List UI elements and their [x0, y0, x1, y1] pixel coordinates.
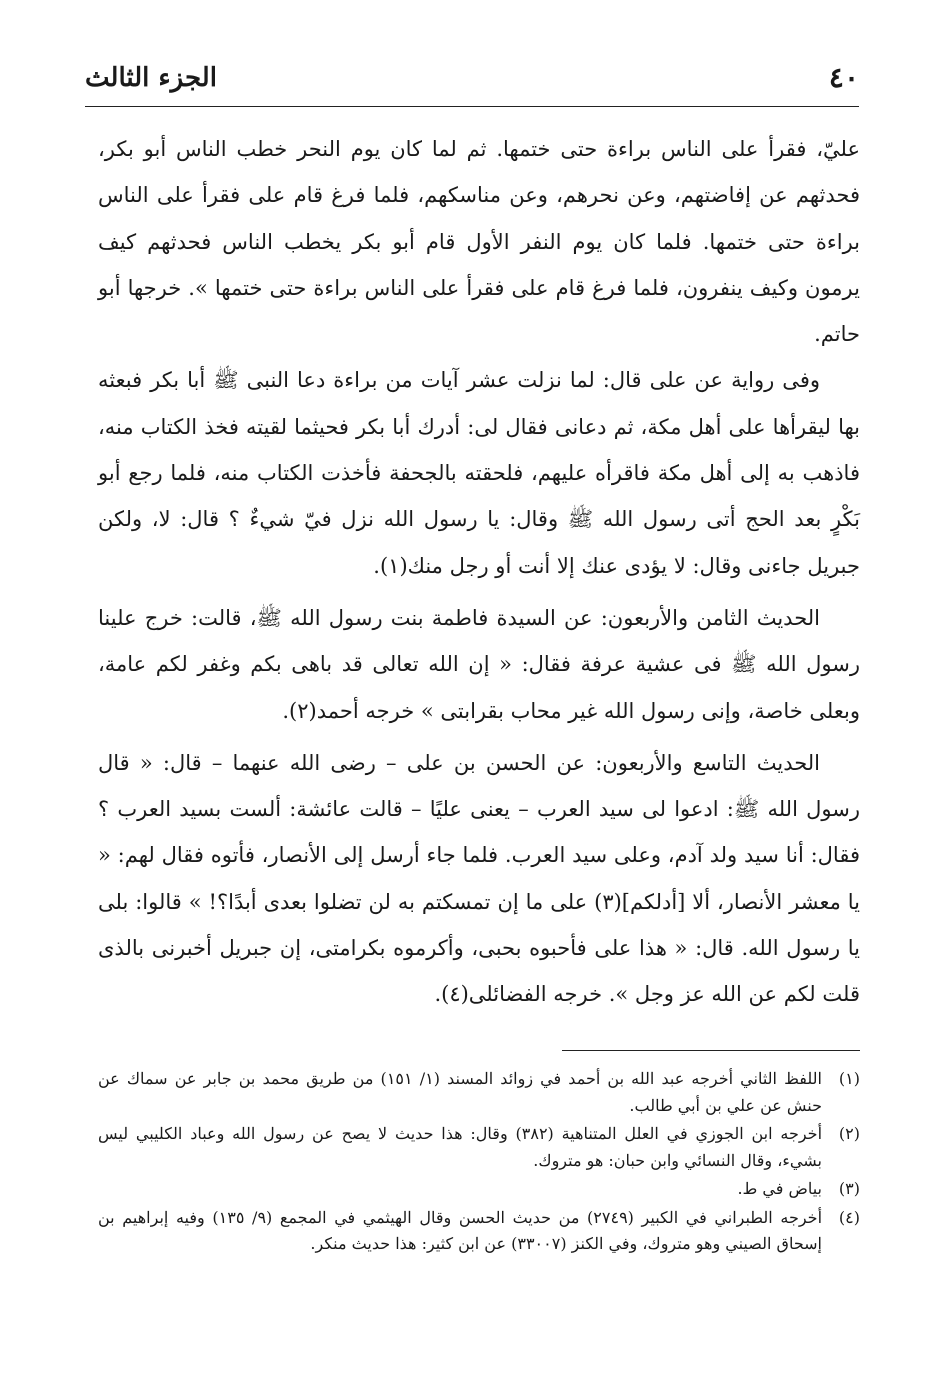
footnote-text: اللفظ الثاني أخرجه عبد الله بن أحمد في زوائد المسند (١/ ١٥١) من طريق محمد بن جابر عن سماك عن حنش عن علي بن أبي طالب. [98, 1069, 823, 1115]
footnote [98, 1121, 860, 1174]
footnote-text: أخرجه ابن الجوزي في العلل المتناهية (٣٨٢) وقال: هذا حديث لا يصح عن رسول الله وعباد الكليبي ليس بشيء، وقال النسائي وابن حبان: هو متروك. [98, 1124, 823, 1170]
paragraph: وفى رواية عن على قال: لما نزلت عشر آيات من براءة دعا النبى ﷺ أبا بكر فبعثه بها ليقرأها على أهل مكة، ثم دعانى فقال لى: أدرك أبا بكر فحيثما لقيته فخذ الكتاب منه، فاذهب به إلى أهل مكة فاقرأه عليهم، فلحقته بالجحفة فأخذت الكتاب منه، فلما رجع أبو بَكْرٍ بعد الحج أتى رسول الله ﷺ وقال: يا رسول الله نزل فيّ شيءٌ ؟ قال: لا، ولكن جبريل جاءنى وقال: لا يؤدى عنك إلا أنت أو رجل منك(١). [98, 368, 860, 578]
footnote-number: (٣) [838, 1179, 860, 1198]
footnotes [98, 1066, 860, 1260]
footnote [98, 1205, 860, 1258]
footnote-divider [562, 1050, 860, 1051]
paragraph: الحديث الثامن والأربعون: عن السيدة فاطمة بنت رسول الله ﷺ، قالت: خرج علينا رسول الله ﷺ فى عشية عرفة فقال: « إن الله تعالى قد باهى بكم وغفر لكم عامة، وبعلى خاصة، وإنى رسول الله غير محاب بقرابتى » خرجه أحمد(٢). [98, 605, 860, 723]
paragraph: عليّ، فقرأ على الناس براءة حتى ختمها. ثم لما كان يوم النحر خطب الناس أبو بكر، فحدثهم عن إفاضتهم، وعن نحرهم، وعن مناسكهم، فلما فرغ قام على فقرأ على الناس براءة حتى ختمها. فلما كان يوم النفر الأول قام أبو بكر يخطب الناس فحدثهم كيف يرمون وكيف ينفرون، فلما فرغ قام على فقرأ على الناس براءة حتى ختمها ». خرجها أبو حاتم. [98, 137, 860, 347]
paragraph: الحديث التاسع والأربعون: عن الحسن بن على – رضى الله عنهما – قال: « قال رسول الله ﷺ: ادعوا لى سيد العرب – يعنى عليًا – قالت عائشة: ألست بسيد العرب ؟ فقال: أنا سيد ولد آدم، وعلى سيد العرب. فلما جاء أرسل إلى الأنصار، فأتوه فقال لهم: « يا معشر الأنصار، ألا [أدلكم](٣) على ما إن تمسكتم به لن تضلوا بعدى أبدًا؟! » قالوا: بلى يا رسول الله. قال: « هذا على فأحبوه بحبى، وأكرموه بكرامتى، إن جبريل أخبرنى بالذى قلت لكم عن الله عز وجل ». خرجه الفضائلى(٤). [98, 750, 860, 1007]
footnote-number: (٢) [838, 1124, 860, 1143]
page-number: ٤٠ [828, 61, 859, 94]
part-title: الجزء الثالث [85, 63, 217, 93]
page-header [85, 58, 859, 102]
footnote-text: بياض في ط. [737, 1179, 822, 1198]
footnote [98, 1176, 860, 1203]
main-text [98, 126, 860, 1018]
footnote [98, 1066, 860, 1119]
footnote-number: (١) [838, 1069, 860, 1088]
footnote-number: (٤) [838, 1207, 860, 1227]
header-divider [85, 106, 859, 107]
footnote-text: أخرجه الطبراني في الكبير (٢٧٤٩) من حديث الحسن وقال الهيثمي في المجمع (٩/ ١٣٥) وفيه إبراهيم بن إسحاق الصيني وهو متروك، وفي الكنز (٣٣٠٠٧) عن ابن كثير: هذا حديث منكر. [98, 1207, 823, 1253]
